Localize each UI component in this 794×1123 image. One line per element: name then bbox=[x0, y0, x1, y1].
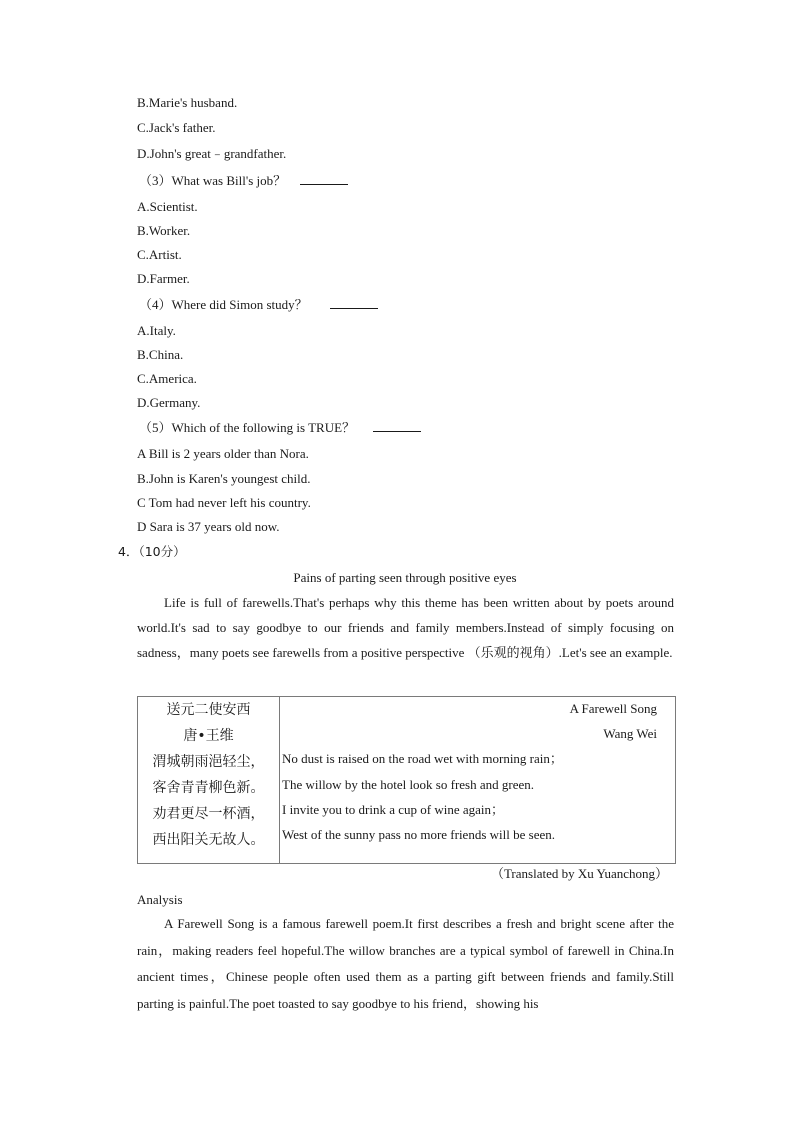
option-text: C.America. bbox=[137, 371, 197, 386]
question-number: 4．（10分） bbox=[118, 544, 186, 559]
poem-line-cn: 劝君更尽一杯酒， bbox=[152, 806, 265, 822]
poem-title-en: A Farewell Song bbox=[569, 701, 657, 716]
poem-author-en: Wang Wei bbox=[603, 726, 657, 741]
poem-line-en: No dust is raised on the road wet with morning rain； bbox=[282, 751, 563, 766]
option-text: D.Germany. bbox=[137, 395, 201, 410]
option-text: C.Artist. bbox=[137, 247, 182, 262]
poem-line-cn: 客舍青青柳色新。 bbox=[152, 780, 265, 796]
option-text: B.Marie's husband. bbox=[137, 95, 238, 110]
question-prompt: （5）Which of the following is TRUE？ bbox=[139, 419, 421, 437]
option-text: A.Italy. bbox=[137, 323, 176, 338]
option-text: C Tom had never left his country. bbox=[137, 495, 311, 510]
answer-blank[interactable] bbox=[373, 419, 421, 432]
poem-line-en: I invite you to drink a cup of wine again； bbox=[282, 802, 505, 817]
question-prompt: （3）What was Bill's job？ bbox=[139, 172, 348, 190]
answer-blank[interactable] bbox=[330, 296, 378, 309]
passage-title: Pains of parting seen through positive eyes bbox=[293, 570, 517, 585]
answer-blank[interactable] bbox=[300, 172, 348, 185]
option-text: D.Farmer. bbox=[137, 271, 190, 286]
translator-credit: （Translated by Xu Yuanchong） bbox=[490, 866, 668, 881]
passage-intro: Life is full of farewells.That's perhaps why this theme has been written about by poets around world.It's sad to say goodbye to our friends and family members.Instead of simply focusing on sadness，many poets see farewells from a positive perspective （乐观的视角）.Let's see an example. bbox=[137, 595, 674, 660]
poem-title-cn: 送元二使安西 bbox=[166, 702, 251, 718]
option-text: D.John's great﹣grandfather. bbox=[137, 146, 287, 161]
option-text: D Sara is 37 years old now. bbox=[137, 519, 280, 534]
poem-line-cn: 西出阳关无故人。 bbox=[152, 832, 265, 848]
option-text: A Bill is 2 years older than Nora. bbox=[137, 446, 309, 461]
option-text: A.Scientist. bbox=[137, 199, 198, 214]
poem-line-en: West of the sunny pass no more friends will be seen. bbox=[282, 827, 555, 842]
question-prompt: （4）Where did Simon study？ bbox=[139, 296, 378, 314]
poem-line-en: The willow by the hotel look so fresh and green. bbox=[282, 777, 534, 792]
option-text: B.John is Karen's youngest child. bbox=[137, 471, 311, 486]
option-text: B.Worker. bbox=[137, 223, 191, 238]
english-poem-cell bbox=[280, 697, 676, 864]
analysis-heading: Analysis bbox=[137, 892, 183, 907]
option-text: C.Jack's father. bbox=[137, 120, 216, 135]
poem-table bbox=[137, 696, 676, 864]
chinese-poem-cell bbox=[138, 697, 280, 864]
option-text: B.China. bbox=[137, 347, 184, 362]
poem-author-cn: 唐•王维 bbox=[183, 728, 234, 744]
analysis-text: A Farewell Song is a famous farewell poem.It first describes a fresh and bright scene after the rain，making readers feel hopeful.The willow branches are a typical symbol of farewell in China.In ancient times，Chinese people often used them as a parting gift between friends and family.Still parting is painful.The poet toasted to say goodbye to his friend，showing his bbox=[137, 916, 674, 1011]
poem-line-cn: 渭城朝雨浥轻尘， bbox=[152, 754, 265, 770]
